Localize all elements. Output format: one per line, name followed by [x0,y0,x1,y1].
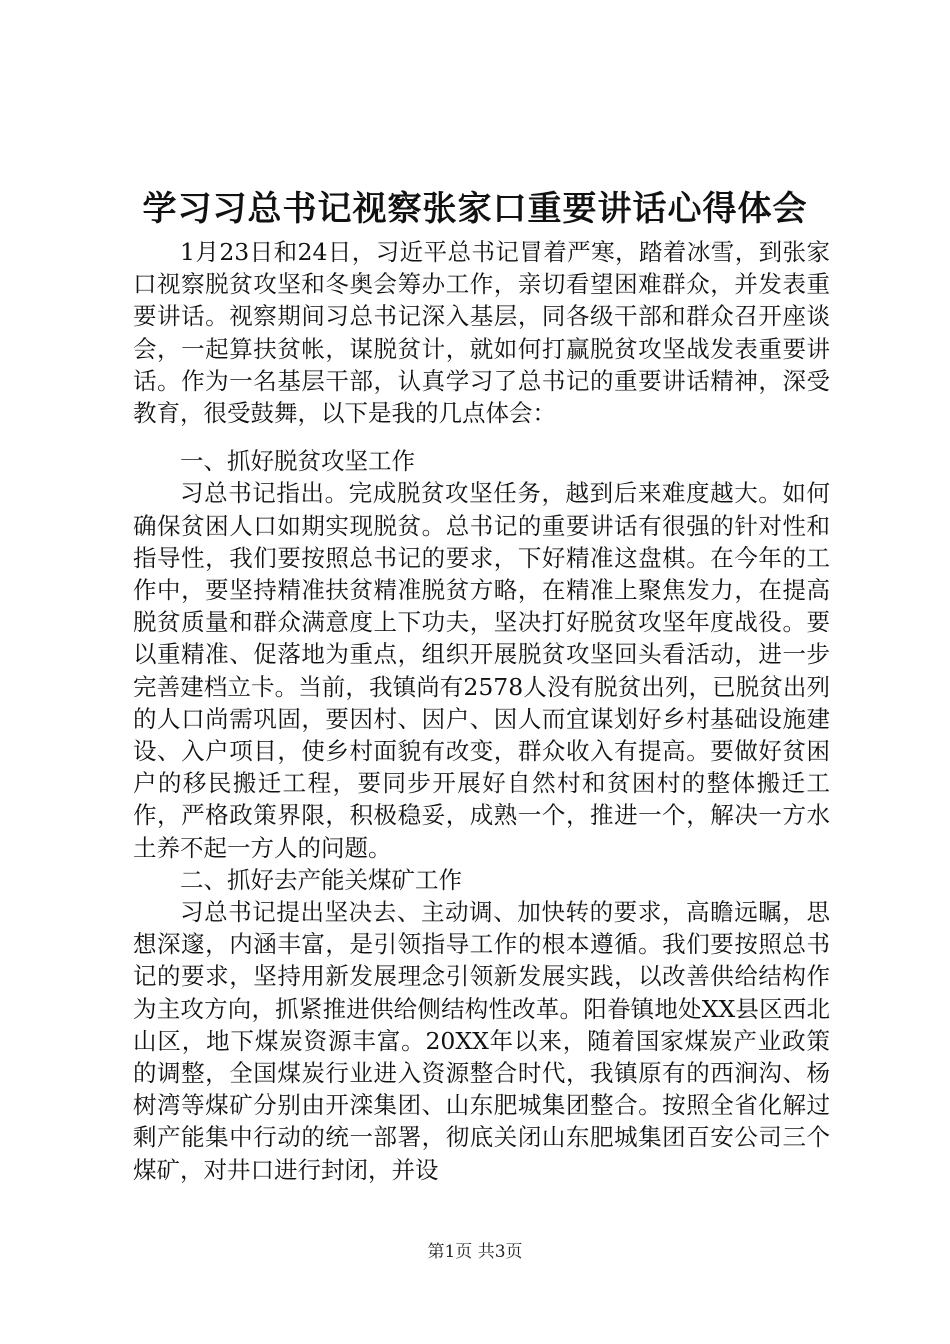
section-1-heading: 一、抓好脱贫攻坚工作 [180,447,415,476]
section-2-heading: 二、抓好去产能关煤矿工作 [180,865,462,894]
document-title: 学习习总书记视察张家口重要讲话心得体会 [142,189,808,229]
intro-paragraph: 1月23日和24日，习近平总书记冒着严寒，踏着冰雪，到张家口视察脱贫攻坚和冬奥会筹办工作，亲切看望困难群众，并发表重要讲话。视察期间习总书记深入基层，同各级干部和群众召开座谈会，一起算扶贫帐，谋脱贫计，就如何打赢脱贫攻坚战发表重要讲话。作为一名基层干部，认真学习了总书记的重要讲话精神，深受教育，很受鼓舞，以下是我的几点体会： [133,238,830,428]
page-footer: 第1页 共3页 [427,1242,523,1262]
paragraph-gap [133,429,830,445]
section-1-paragraph: 习总书记指出。完成脱贫攻坚任务，越到后来难度越大。如何确保贫困人口如期实现脱贫。总书记的重要讲话有很强的针对性和指导性，我们要按照总书记的要求，下好精准这盘棋。在今年的工作中，要坚持精准扶贫精准脱贫方略，在精准上聚焦发力，在提高脱贫质量和群众满意度上下功夫，坚决打好脱贫攻坚年度战役。要以重精准、促落地为重点，组织开展脱贫攻坚回头看活动，进一步完善建档立卡。当前，我镇尚有2578人没有脱贫出列，已脱贫出列的人口尚需巩固，要因村、因户、因人而宜谋划好乡村基础设施建设、入户项目，使乡村面貌有改变，群众收入有提高。要做好贫困户的移民搬迁工程，要同步开展好自然村和贫困村的整体搬迁工作，严格政策界限，积极稳妥，成熟一个，推进一个，解决一方水土养不起一方人的问题。 [133,479,830,862]
section-2-paragraph: 习总书记提出坚决去、主动调、加快转的要求，高瞻远瞩，思想深邃，内涵丰富，是引领指导工作的根本遵循。我们要按照总书记的要求，坚持用新发展理念引领新发展实践，以改善供给结构作为主攻方向，抓紧推进供给侧结构性改革。阳眷镇地处XX县区西北山区，地下煤炭资源丰富。20XX年以来，随着国家煤炭产业政策的调整，全国煤炭行业进入资源整合时代，我镇原有的西涧沟、杨树湾等煤矿分别由开滦集团、山东肥城集团整合。按照全省化解过剩产能集中行动的统一部署，彻底关闭山东肥城集团百安公司三个煤矿，对井口进行封闭，并设 [133,898,830,1184]
document-body [133,236,830,1186]
